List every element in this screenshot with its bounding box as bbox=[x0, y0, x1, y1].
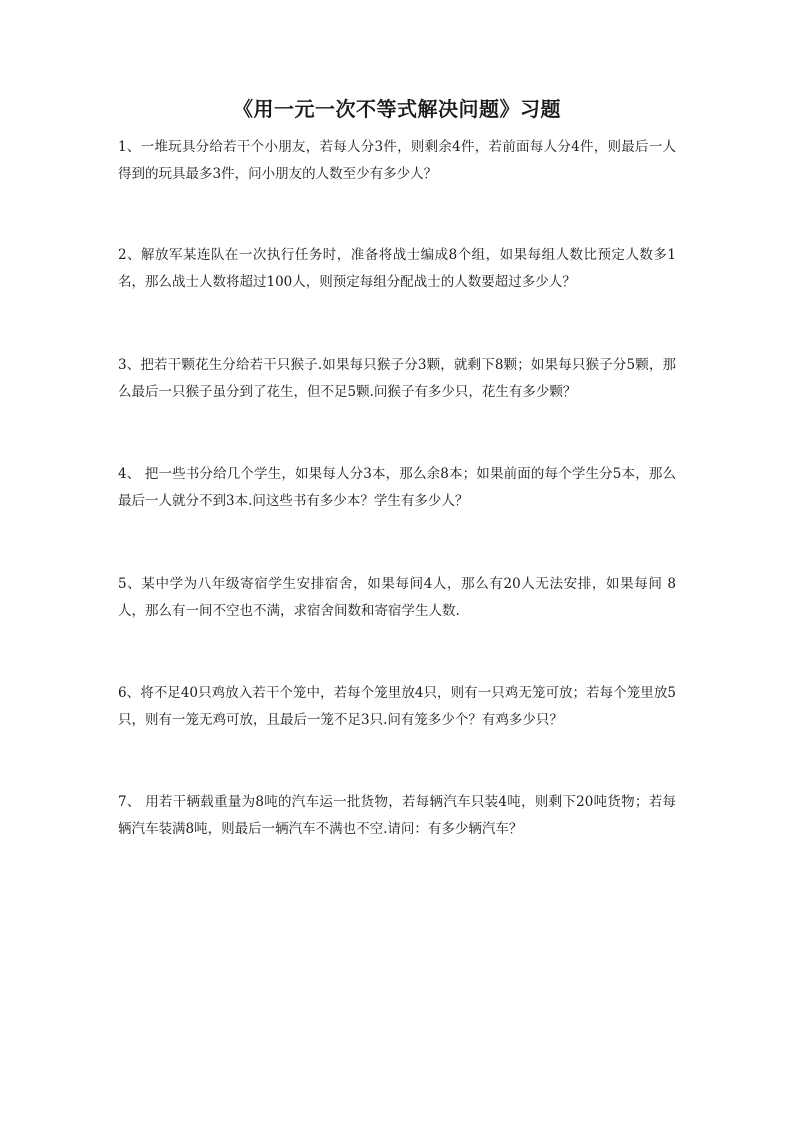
problem-7: 7、 用若干辆载重量为8吨的汽车运一批货物，若每辆汽车只装4吨，则剩下20吨货物；若每辆汽车装满8吨，则最后一辆汽车不满也不空.请问：有多少辆汽车？ bbox=[118, 794, 676, 837]
problem-6: 6、将不足40只鸡放入若干个笼中，若每个笼里放4只，则有一只鸡无笼可放；若每个笼里放5只，则有一笼无鸡可放，且最后一笼不足3只.问有笼多少个？有鸡多少只？ bbox=[118, 685, 676, 728]
problem-5: 5、某中学为八年级寄宿学生安排宿舍，如果每间4人，那么有20人无法安排，如果每间 8人，那么有一间不空也不满，求宿舍间数和寄宿学生人数. bbox=[118, 576, 676, 619]
problem-1: 1、一堆玩具分给若干个小朋友，若每人分3件，则剩余4件，若前面每人分4件，则最后一人得到的玩具最多3件，问小朋友的人数至少有多少人？ bbox=[118, 139, 676, 182]
problem-3: 3、把若干颗花生分给若干只猴子.如果每只猴子分3颗，就剩下8颗；如果每只猴子分5颗，那么最后一只猴子虽分到了花生，但不足5颗.问猴子有多少只，花生有多少颗？ bbox=[118, 357, 676, 400]
problem-2: 2、解放军某连队在一次执行任务时，准备将战士编成8个组，如果每组人数比预定人数多1名，那么战士人数将超过100人，则预定每组分配战士的人数要超过多少人？ bbox=[118, 247, 676, 290]
problem-4: 4、 把一些书分给几个学生，如果每人分3本，那么余8本；如果前面的每个学生分5本，那么最后一人就分不到3本.问这些书有多少本？学生有多少人？ bbox=[118, 466, 676, 509]
page-title: 《用一元一次不等式解决问题》习题 bbox=[233, 97, 561, 121]
